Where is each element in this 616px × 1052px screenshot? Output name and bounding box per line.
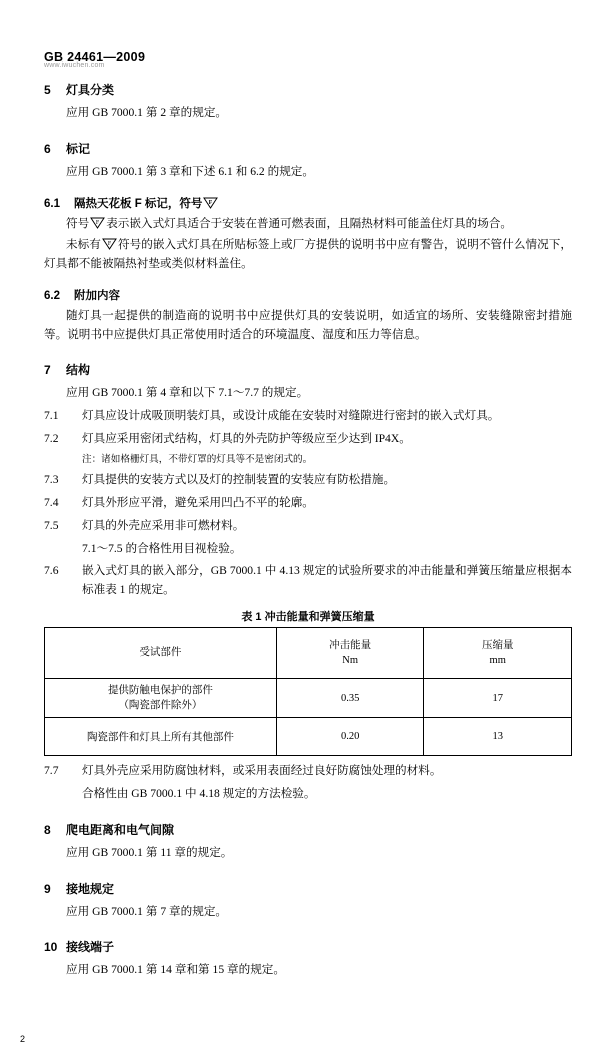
subsection-title: 附加内容 xyxy=(74,289,120,302)
clause-text: 灯具应设计成吸顶明装灯具，或设计成能在安装时对缝隙进行密封的嵌入式灯具。 xyxy=(82,409,500,423)
clause-number: 7.4 xyxy=(44,495,59,509)
inverted-triangle-f-icon xyxy=(90,217,105,229)
section-7-intro: 应用 GB 7000.1 第 4 章和以下 7.1～7.7 的规定。 xyxy=(66,386,309,400)
cell-part-line1: 提供防触电保护的部件 xyxy=(107,684,213,696)
svg-text:F: F xyxy=(209,199,213,206)
section-number: 5 xyxy=(44,83,51,97)
section-title: 结构 xyxy=(66,363,91,378)
clause-number: 7.3 xyxy=(44,473,59,487)
subsection-number: 6.1 xyxy=(44,197,60,210)
clause-number: 7.2 xyxy=(44,432,59,446)
clause-7-6 xyxy=(44,562,572,600)
clause-7-4 xyxy=(44,494,572,513)
para-text-tail: 符号的嵌入式灯具在所贴标签上或厂方提供的说明书中应有警告，说明不管什么情况下，灯具都不能被隔热衬垫或类似材料盖住。 xyxy=(44,238,572,271)
clause-number: 7.7 xyxy=(44,764,59,778)
table-row xyxy=(45,718,572,756)
cell-part-line2: （陶瓷部件除外） xyxy=(118,700,203,712)
table-header-cell-compression xyxy=(424,627,572,678)
section-title: 标记 xyxy=(66,141,91,156)
cell-energy: 0.20 xyxy=(276,718,424,756)
para-text-lead: 未标有 xyxy=(66,238,101,252)
cell-compression: 13 xyxy=(424,718,572,756)
header-unit: mm xyxy=(489,654,506,666)
table-1-caption: 表 1 冲击能量和弹簧压缩量 xyxy=(241,610,375,623)
subsection-heading-6-1 xyxy=(44,195,572,211)
section-title: 灯具分类 xyxy=(66,83,115,97)
section-heading-9 xyxy=(44,880,572,897)
svg-text:F: F xyxy=(107,241,112,248)
section-number: 10 xyxy=(44,940,58,955)
clause-7-1 xyxy=(44,407,572,426)
header-unit: Nm xyxy=(342,654,359,666)
subsection-6-1-para-1 xyxy=(44,215,572,234)
table-row xyxy=(45,678,572,717)
subsection-6-1-para-2 xyxy=(44,236,572,274)
section-heading-7 xyxy=(44,361,572,378)
section-5-body: 应用 GB 7000.1 第 2 章的规定。 xyxy=(66,106,228,119)
section-title: 接地规定 xyxy=(66,881,115,896)
cell-part: 陶瓷部件和灯具上所有其他部件 xyxy=(45,718,277,756)
header-label: 冲击能量 xyxy=(329,639,372,651)
section-number: 6 xyxy=(44,141,51,156)
section-9-body: 应用 GB 7000.1 第 7 章的规定。 xyxy=(66,904,228,918)
clause-text: 灯具应采用密闭式结构，灯具的外壳防护等级应至少达到 IP4X。 xyxy=(82,432,411,446)
section-number: 8 xyxy=(44,822,51,837)
clause-7-7-verification: 合格性由 GB 7000.1 中 4.18 规定的方法检验。 xyxy=(82,787,316,801)
table-impact-energy xyxy=(44,627,572,756)
section-heading-5 xyxy=(44,81,572,98)
clause-number: 7.1 xyxy=(44,409,59,423)
cell-compression: 17 xyxy=(424,678,572,717)
section-10-body: 应用 GB 7000.1 第 14 章和第 15 章的规定。 xyxy=(66,963,285,977)
standard-number-header: GB 24461—2009 xyxy=(44,50,146,64)
table-header-cell-part xyxy=(45,627,277,678)
section-heading-10 xyxy=(44,938,572,955)
clause-7-5 xyxy=(44,517,572,536)
para-text-lead: 符号 xyxy=(66,216,90,230)
table-header-row xyxy=(45,627,572,678)
subsection-heading-6-2 xyxy=(44,287,572,303)
subsection-6-2-para-1: 随灯具一起提供的制造商的说明书中应提供灯具的安装说明，如适宜的场所、安装缝隙密封措施等。说明书中应提供灯具正常使用时适合的环境温度、湿度和压力等信息。 xyxy=(44,308,572,341)
page-number: 2 xyxy=(20,1034,26,1044)
clause-text: 嵌入式灯具的嵌入部分，GB 7000.1 中 4.13 规定的试验所要求的冲击能量和弹簧压缩量应根据本标准表 1 的规定。 xyxy=(82,564,572,597)
clause-7-7 xyxy=(44,762,572,781)
para-text-tail: 表示嵌入式灯具适合于安装在普通可燃表面，且隔热材料可能盖住灯具的场合。 xyxy=(106,216,512,230)
section-8-body: 应用 GB 7000.1 第 11 章的规定。 xyxy=(66,845,233,859)
section-title: 接线端子 xyxy=(66,940,115,955)
clause-text: 灯具提供的安装方式以及灯的控制装置的安装应有防松措施。 xyxy=(82,473,396,487)
inverted-triangle-f-icon xyxy=(203,197,218,209)
section-title: 爬电距离和电气间隙 xyxy=(66,822,175,837)
subsection-title: 隔热天花板 F 标记，符号 xyxy=(74,197,203,210)
clause-text: 灯具的外壳应采用非可燃材料。 xyxy=(82,518,245,532)
svg-text:F: F xyxy=(96,219,100,226)
section-number: 7 xyxy=(44,363,51,378)
cell-part xyxy=(45,678,277,717)
clause-number: 7.5 xyxy=(44,518,59,532)
clause-text: 灯具外壳应采用防腐蚀材料，或采用表面经过良好防腐蚀处理的材料。 xyxy=(82,764,442,778)
clause-7-2 xyxy=(44,430,572,449)
subsection-number: 6.2 xyxy=(44,289,60,302)
clause-7-3 xyxy=(44,471,572,490)
clause-7-5-verification: 7.1～7.5 的合格性用目视检验。 xyxy=(82,541,242,555)
section-number: 9 xyxy=(44,881,51,896)
section-heading-6 xyxy=(44,140,572,157)
clause-text: 灯具外形应平滑，避免采用凹凸不平的轮廓。 xyxy=(82,495,314,509)
table-header-cell-energy xyxy=(276,627,424,678)
watermark-text: www.iwuchen.com xyxy=(44,62,105,69)
document-page xyxy=(0,50,616,1052)
section-heading-8 xyxy=(44,821,572,838)
header-label: 压缩量 xyxy=(481,639,514,651)
clause-number: 7.6 xyxy=(44,564,59,578)
header-label: 受试部件 xyxy=(139,647,182,659)
section-6-body: 应用 GB 7000.1 第 3 章和下述 6.1 和 6.2 的规定。 xyxy=(66,164,314,178)
cell-energy: 0.35 xyxy=(276,678,424,717)
clause-7-2-note: 注：诸如格栅灯具，不带灯罩的灯具等不是密闭式的。 xyxy=(82,453,313,465)
inverted-triangle-f-icon xyxy=(102,238,117,250)
